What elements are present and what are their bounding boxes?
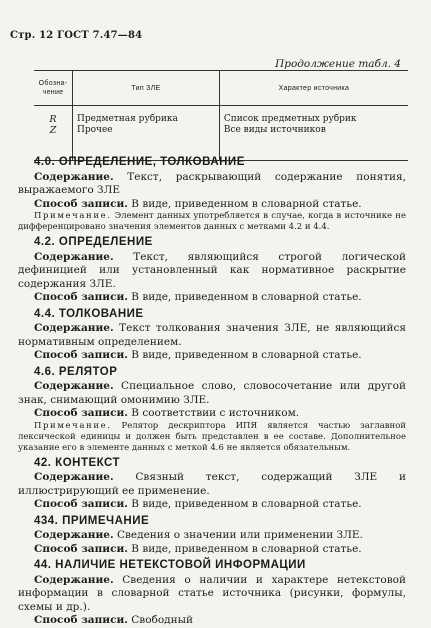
cell-codes: R Z <box>34 106 73 161</box>
section-heading: 44. НАЛИЧИЕ НЕТЕКСТОВОЙ ИНФОРМАЦИИ <box>34 559 306 571</box>
cell-sources: Список предметных рубрик Все виды источников <box>219 106 408 161</box>
col-header-designation: Обозна- чение <box>34 71 73 106</box>
col-header-source: Характер источника <box>219 71 408 106</box>
table-header-row <box>34 71 408 106</box>
section-content: Содержание. Текст толкования значения ЗЛЕ, не являющийся нормативным определением. <box>18 322 406 348</box>
section-heading: 4.6. РЕЛЯТОР <box>34 365 118 378</box>
cell-types: Предметная рубрика Прочее <box>73 106 220 161</box>
section-note: Примечание. Элемент данных употребляется в случае, когда в источнике не дифференцировано значения элементов данных с метками 4.2 и 4.4. <box>18 211 406 232</box>
col-header-type: Тип ЗЛЕ <box>73 71 220 106</box>
section-heading: 4.2. ОПРЕДЕЛЕНИЕ <box>34 236 153 248</box>
document-body <box>18 153 406 628</box>
section-content: Содержание. Специальное слово, словосочетание или другой знак, снимающий омонимию ЗЛЕ. <box>18 380 406 406</box>
section-method: Способ записи. В виде, приведенном в словарной статье. <box>34 197 362 210</box>
section-method: Способ записи. В соответствии с источником. <box>34 407 300 419</box>
section-heading: 434. ПРИМЕЧАНИЕ <box>34 514 150 527</box>
page-header: Стр. 12 ГОСТ 7.47—84 <box>10 30 143 41</box>
section-heading: 4.0. ОПРЕДЕЛЕНИЕ, ТОЛКОВАНИЕ <box>34 156 245 168</box>
section-method: Способ записи. В виде, приведенном в словарной статье. <box>34 542 362 555</box>
section-content: Содержание. Связный текст, содержащий ЗЛЕ и иллюстрирующий ее применение. <box>18 471 406 497</box>
section-content: Содержание. Сведения о значении или применении ЗЛЕ. <box>34 529 363 541</box>
designation-table <box>34 70 408 161</box>
section-method: Способ записи. В виде, приведенном в словарной статье. <box>34 498 362 510</box>
section-content: Содержание. Текст, являющийся строгой логической дефиницией или установленный как нормативное раскрытие содержания ЗЛЕ. <box>18 250 406 290</box>
section-content: Содержание. Сведения о наличии и характере нетекстовой информации в словарной статье источника (рисунки, формулы, схемы и др.). <box>18 573 406 613</box>
section-heading: 4.4. ТОЛКОВАНИЕ <box>34 307 144 320</box>
section-method: Способ записи. Свободный <box>34 614 193 626</box>
section-content: Содержание. Текст, раскрывающий содержание понятия, выражаемого ЗЛЕ <box>18 170 406 196</box>
section-method: Способ записи. В виде, приведенном в словарной статье. <box>34 291 362 303</box>
section-method: Способ записи. В виде, приведенном в словарной статье. <box>34 349 362 361</box>
section-note: Примечание. Релятор дескриптора ИПЯ является частью заглавной лексической единицы и должен быть представлен в ее составе. Дополнительное указание его в элементе данных с меткой 4.6 не является обязательным. <box>18 420 406 453</box>
section-heading: 42. КОНТЕКСТ <box>34 456 121 469</box>
table-continuation-title: Продолжение табл. 4 <box>275 58 401 70</box>
